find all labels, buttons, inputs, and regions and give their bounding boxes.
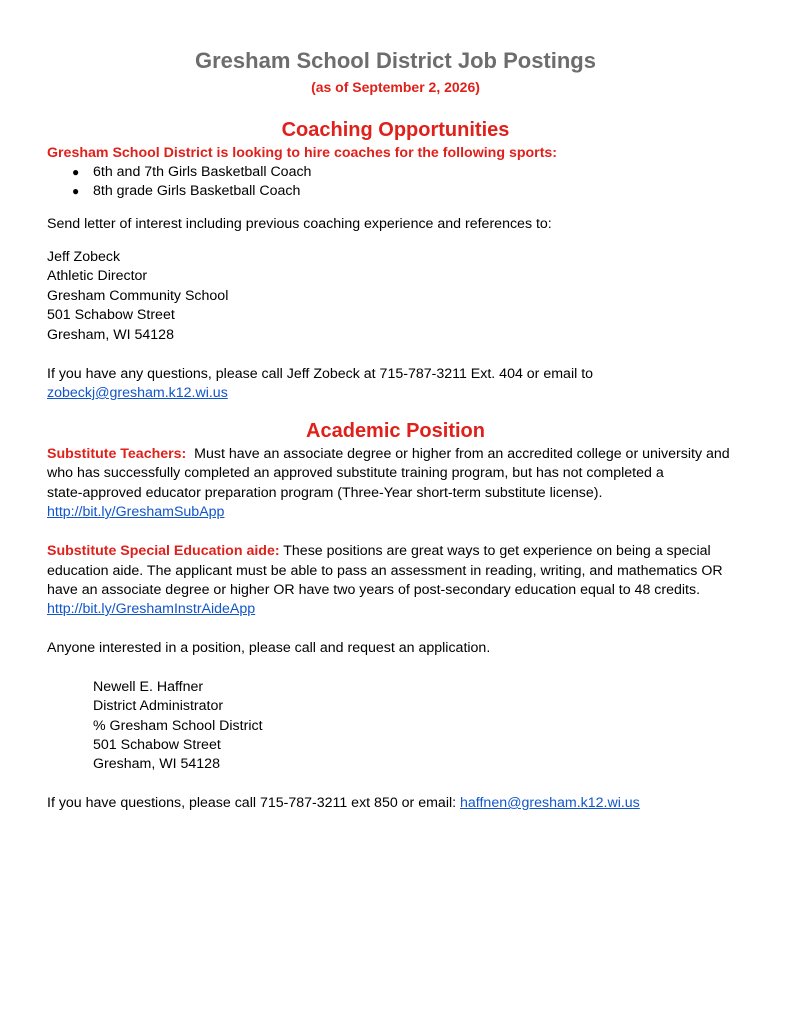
- coaching-email-link[interactable]: zobeckj@gresham.k12.wi.us: [47, 385, 228, 401]
- bullet-icon: ●: [72, 165, 80, 179]
- sped-aide-text: have an associate degree or higher OR have two years of post-secondary education equal to 48 credits.: [47, 582, 701, 598]
- sport-item: 6th and 7th Girls Basketball Coach: [93, 164, 312, 180]
- sport-item: 8th grade Girls Basketball Coach: [93, 183, 301, 199]
- contact-title: Athletic Director: [47, 268, 148, 284]
- academic-heading: Academic Position: [306, 420, 485, 442]
- admin-title: District Administrator: [93, 698, 224, 714]
- bullet-icon: ●: [72, 184, 80, 198]
- coaching-questions-text: If you have any questions, please call Jeff Zobeck at 715-787-3211 Ext. 404 or email to: [47, 366, 594, 382]
- academic-questions-line: [47, 794, 640, 814]
- sped-aide-text: education aide. The applicant must be able to pass an assessment in reading, writing, and mathematics OR: [47, 563, 723, 579]
- sped-aide-label: Substitute Special Education aide:: [47, 543, 280, 559]
- anyone-interested-text: Anyone interested in a position, please call and request an application.: [47, 640, 491, 656]
- posting-date: (as of September 2, 2026): [311, 79, 480, 95]
- sub-teachers-text: Must have an associate degree or higher from an accredited college or university and: [186, 446, 730, 462]
- sub-teachers-text: state-approved educator preparation program (Three-Year short-term substitute license).: [47, 485, 603, 501]
- coaching-heading: Coaching Opportunities: [281, 119, 510, 141]
- sub-teachers-label: Substitute Teachers:: [47, 446, 187, 462]
- academic-email-link[interactable]: haffnen@gresham.k12.wi.us: [460, 795, 640, 811]
- admin-name: Newell E. Haffner: [93, 679, 204, 695]
- admin-city: Gresham, WI 54128: [93, 756, 220, 772]
- sped-aide-line-1: [47, 542, 711, 562]
- sped-aide-text: These positions are great ways to get experience on being a special: [279, 543, 711, 559]
- contact-name: Jeff Zobeck: [47, 249, 121, 265]
- send-letter-text: Send letter of interest including previous coaching experience and references to:: [47, 216, 552, 232]
- sped-aide-app-link[interactable]: http://bit.ly/GreshamInstrAideApp: [47, 601, 256, 617]
- admin-org: % Gresham School District: [93, 718, 263, 734]
- sub-teachers-line-1: [47, 445, 730, 465]
- admin-street: 501 Schabow Street: [93, 737, 221, 753]
- page-title: Gresham School District Job Postings: [195, 48, 596, 73]
- academic-questions-text: If you have questions, please call 715-787-3211 ext 850 or email:: [47, 795, 461, 811]
- contact-org: Gresham Community School: [47, 288, 229, 304]
- coaching-intro: Gresham School District is looking to hire coaches for the following sports:: [47, 145, 558, 161]
- contact-city: Gresham, WI 54128: [47, 327, 174, 343]
- sub-teachers-app-link[interactable]: http://bit.ly/GreshamSubApp: [47, 504, 225, 520]
- sub-teachers-text: who has successfully completed an approved substitute training program, but has not completed a: [47, 465, 664, 481]
- contact-street: 501 Schabow Street: [47, 307, 175, 323]
